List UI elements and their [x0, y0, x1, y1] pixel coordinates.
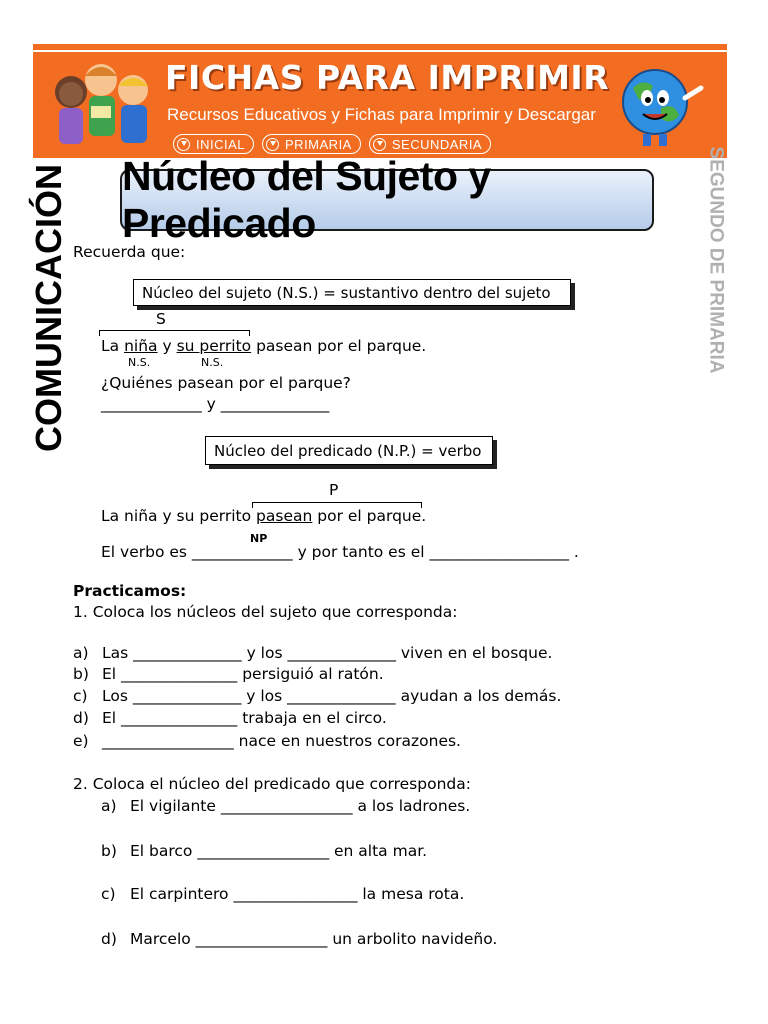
q2-text: Marcelo _________________ un arbolito navideño. [130, 930, 498, 948]
q2-letter: d) [101, 930, 117, 948]
ns-definition-text: Núcleo del sujeto (N.S.) = sustantivo dentro del sujeto [142, 283, 551, 302]
ex1-nina: niña [124, 337, 158, 355]
site-subtitle: Recursos Educativos y Fichas para Imprimir y Descargar [167, 105, 596, 124]
worksheet-title-box [120, 153, 654, 246]
chevron-down-icon [177, 138, 190, 151]
site-title: FICHAS PARA IMPRIMIR [165, 58, 610, 97]
q1-item-c[interactable] [73, 687, 561, 705]
grade-text: SEGUNDO DE PRIMARIA [705, 146, 726, 374]
question-text: ¿Quiénes pasean por el parque? [101, 374, 351, 392]
ex2-pasean: pasean [256, 507, 313, 525]
ex1-y: y [162, 337, 172, 355]
q1-letter: e) [73, 732, 89, 750]
q2-item-c[interactable] [101, 885, 464, 903]
predicate-marker-p: P [329, 481, 339, 499]
q1-item-e[interactable] [73, 732, 461, 750]
question-answer-blanks[interactable]: _____________ y ______________ [101, 395, 330, 413]
ns-marker-1: N.S. [128, 356, 151, 369]
globe-mascot-icon [613, 58, 717, 154]
ex2-rest: por el parque. [317, 507, 427, 525]
q1-text: _________________ nace en nuestros corazones. [102, 732, 461, 750]
banner-top-border [33, 44, 727, 50]
practice-heading: Practicamos: [73, 582, 187, 600]
site-banner [33, 52, 727, 158]
ex2-start: La niña y su perrito [101, 507, 252, 525]
question-2: 2. Coloca el núcleo del predicado que corresponda: [73, 775, 471, 793]
subject-marker-s: S [156, 310, 166, 328]
ex1-la: La [101, 337, 120, 355]
ex1-su-perrito: su perrito [176, 337, 252, 355]
q2-text: El barco _________________ en alta mar. [130, 842, 428, 860]
question-1: 1. Coloca los núcleos del sujeto que corresponda: [73, 603, 458, 621]
subject-label [28, 160, 70, 456]
q2-letter: c) [101, 885, 116, 903]
q1-item-b[interactable] [73, 665, 384, 683]
nav-primaria-label: PRIMARIA [285, 136, 352, 152]
q1-letter: b) [73, 665, 89, 683]
example-sentence-1 [101, 337, 426, 355]
verbo-sentence[interactable]: El verbo es _____________ y por tanto es el __________________ . [101, 543, 579, 561]
chevron-down-icon [266, 138, 279, 151]
q2-text: El vigilante _________________ a los ladrones. [130, 797, 471, 815]
q2-item-d[interactable] [101, 930, 497, 948]
worksheet-title: Núcleo del Sujeto y Predicado [122, 153, 491, 246]
np-marker: NP [250, 532, 268, 545]
q2-letter: b) [101, 842, 117, 860]
q2-item-b[interactable] [101, 842, 427, 860]
q2-letter: a) [101, 797, 117, 815]
subject-text: COMUNICACIÓN [28, 164, 70, 452]
nav-inicial[interactable] [173, 134, 254, 154]
kids-illustration [39, 54, 159, 154]
q1-letter: c) [73, 687, 88, 705]
np-definition-text: Núcleo del predicado (N.P.) = verbo [214, 441, 482, 460]
q1-letter: a) [73, 644, 89, 662]
q1-item-a[interactable] [73, 644, 552, 662]
subject-bracket [99, 330, 250, 336]
q1-letter: d) [73, 709, 89, 727]
ns-marker-2: N.S. [201, 356, 224, 369]
q1-text: El _______________ persiguió al ratón. [102, 665, 384, 683]
ex1-rest: pasean por el parque. [256, 337, 427, 355]
nav-primaria[interactable] [262, 134, 361, 154]
q1-item-d[interactable] [73, 709, 387, 727]
q1-text: Las ______________ y los ______________ viven en el bosque. [102, 644, 553, 662]
example-sentence-2 [101, 507, 426, 525]
q1-text: El _______________ trabaja en el circo. [102, 709, 387, 727]
grade-label [698, 146, 732, 374]
q2-text: El carpintero ________________ la mesa rota. [130, 885, 465, 903]
ns-definition-box [133, 279, 571, 306]
q2-item-a[interactable] [101, 797, 470, 815]
nav-secundaria[interactable] [369, 134, 491, 154]
np-definition-box [205, 436, 493, 465]
q1-text: Los ______________ y los ______________ ayudan a los demás. [102, 687, 562, 705]
nav-bar [173, 134, 491, 154]
nav-secundaria-label: SECUNDARIA [391, 136, 483, 152]
recuerda-label: Recuerda que: [73, 243, 186, 261]
nav-inicial-label: INICIAL [196, 136, 246, 152]
chevron-down-icon [373, 138, 386, 151]
